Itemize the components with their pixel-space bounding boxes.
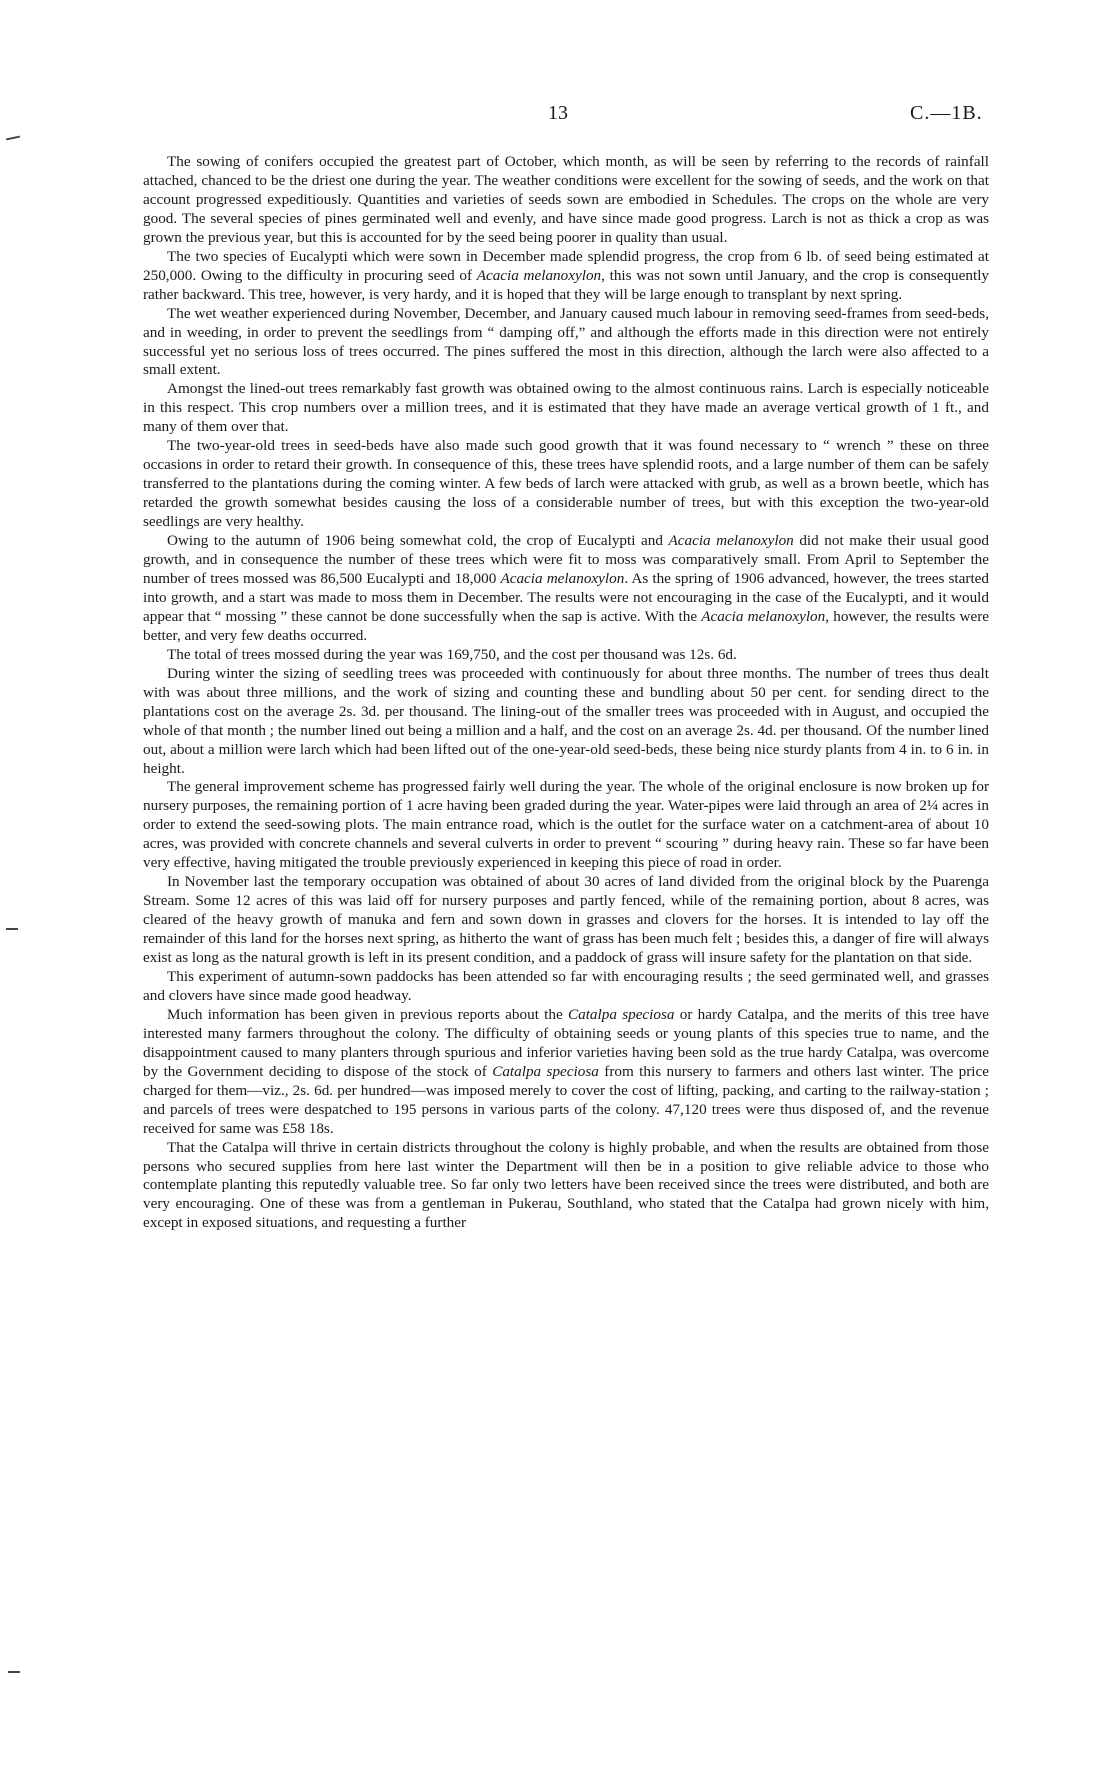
text-run: In November last the temporary occupation was obtained of about 30 acres of land divided from the original block by the Puarenga Stream. Some 12 acres of this was laid off for nursery purposes and partly fenced, while of the remaining portion, about 8 acres, was cleared of the heavy growth of manuka and fern and sown down in grasses and clovers for the horses. It is intended to lay off the remainder of this land for the horses next spring, as hitherto the want of grass has been much felt ; besides this, a danger of fire will always exist as long as the natural growth is left in its present condition, and a paddock of grass will insure safety for the plantation on that side. xyxy=(143,873,989,967)
species-name: Catalpa speciosa xyxy=(492,1062,599,1080)
text-run: . As the spring of 1906 advanced, however, the trees started into growth, and a start was made to moss them in December. The results were not encouraging in the case of the Eucalypti, and it would appear that “ mossing ” these cannot be done successfully when the sap is active. With the xyxy=(143,569,989,625)
paragraph xyxy=(143,153,989,248)
text-run: That the Catalpa will thrive in certain districts throughout the colony is highly probable, and when the results are obtained from those persons who secured supplies from here last winter the Department will then be in a position to give reliable advice to those who contemplate planting this reputedly valuable tree. So far only two letters have been received since the trees were distributed, and both are very encouraging. One of these was from a gentleman in Pukerau, Southland, who stated that the Catalpa had grown nicely with him, except in exposed situations, and requesting a further xyxy=(143,1138,989,1232)
text-run: The general improvement scheme has progressed fairly well during the year. The whole of the original enclosure is now broken up for nursery purposes, the remaining portion of 1 acre having been graded during the year. Water-pipes were laid through an area of 2¼ acres in order to extend the seed-sowing plots. The main entrance road, which is the outlet for the surface water on a catchment-area of about 10 acres, was provided with concrete channels and several culverts in order to prevent “ scouring ” during heavy rain. These so far have been very effective, having mitigated the trouble previously experienced in keeping this piece of road in order. xyxy=(143,778,989,872)
text-run: Much information has been given in previous reports about the xyxy=(167,1005,568,1023)
report-body xyxy=(143,153,989,1233)
text-run: The total of trees mossed during the year was 169,750, and the cost per thousand was 12s. 6d. xyxy=(167,645,737,663)
paragraph xyxy=(143,248,989,305)
text-run: or hardy Catalpa, and the merits of this tree have interested many farmers throughout the colony. The difficulty of obtaining seeds or young plants of this species true to name, and the disappointment caused to many planters through spurious and inferior varieties having been sold as the true hardy Catalpa, was overcome by the Government deciding to dispose of the stock of xyxy=(143,1005,989,1080)
text-run: The two species of Eucalypti which were sown in December made splendid progress, the crop from 6 lb. of seed being estimated at 250,000. Owing to the difficulty in procuring seed of xyxy=(143,247,989,284)
paragraph xyxy=(143,778,989,873)
text-run: , however, the results were better, and very few deaths occurred. xyxy=(143,607,989,644)
text-run: Amongst the lined-out trees remarkably fast growth was obtained owing to the almost continuous rains. Larch is especially noticeable in this respect. This crop numbers over a million trees, and it is estimated that they have made an average vertical growth of 1 ft., and many of them over that. xyxy=(143,380,989,436)
document-code: C.—1B. xyxy=(910,102,983,124)
paragraph xyxy=(143,437,989,532)
species-name: Acacia melanoxylon xyxy=(701,607,826,625)
text-run: The sowing of conifers occupied the greatest part of October, which month, as will be seen by referring to the records of rainfall attached, chanced to be the driest one during the year. The weather conditions were excellent for the sowing of seeds, and the work on that account progressed expeditiously. Quantities and varieties of seeds sown are embodied in Schedules. The crops on the whole are very good. The several species of pines germinated well and evenly, and have since made good progress. Larch is not as thick a crop as was grown the previous year, but this is accounted for by the seed being poorer in quality than usual. xyxy=(143,153,989,246)
text-run: The wet weather experienced during November, December, and January caused much labour in removing seed-frames from seed-beds, and in weeding, in order to prevent the seedlings from “ damping off,” and although the efforts made in this direction were not entirely successful yet no serious loss of trees occurred. The pines suffered the most in this direction, although the larch were also affected to a small extent. xyxy=(143,304,989,379)
text-run: During winter the sizing of seedling trees was proceeded with continuously for about three months. The number of trees thus dealt with was about three millions, and the work of sizing and counting these and bundling about 50 per cent. for sending direct to the plantations cost on the average 2s. 3d. per thousand. The lining-out of the smaller trees was proceeded with in August, and occupied the whole of that month ; the number lined out being a million and a half, and the cost on an average 2s. 4d. per thousand. Of the number lined out, about a million were larch which had been lifted out of the one-year-old seed-beds, these being nice sturdy plants from 4 in. to 6 in. in height. xyxy=(143,664,989,777)
paragraph xyxy=(143,665,989,779)
species-name: Acacia melanoxylon xyxy=(476,266,602,284)
paragraph xyxy=(143,532,989,646)
paragraph xyxy=(143,1139,989,1234)
page-number: 13 xyxy=(548,102,568,124)
text-run: from this nursery to farmers and others last winter. The price charged for them—viz., 2s. 6d. per hundred—was imposed merely to cover the cost of lifting, packing, and carting to the railway-station ; and parcels of trees were despatched to 195 persons in various parts of the colony. 47,120 trees were thus disposed of, and the revenue received for same was £58 18s. xyxy=(143,1062,989,1137)
text-run: This experiment of autumn-sown paddocks has been attended so far with encouraging results ; the seed germinated well, and grasses and clovers have since made good headway. xyxy=(143,967,989,1004)
species-name: Acacia melanoxylon xyxy=(668,532,794,550)
margin-mark xyxy=(8,1671,20,1673)
text-run: The two-year-old trees in seed-beds have also made such good growth that it was found necessary to “ wrench ” these on three occasions in order to retard their growth. In consequence of this, these trees have splendid roots, and a large number of them can be safely transferred to the plantations during the coming winter. A few beds of larch were attacked with grub, as well as a brown beetle, which has retarded the growth somewhat besides causing the loss of a considerable number of trees, but with this exception the two-year-old seedlings are very healthy. xyxy=(143,437,989,531)
text-run: did not make their usual good growth, and in consequence the number of these trees which were fit to moss was comparatively small. From April to September the number of trees mossed was 86,500 Eucalypti and 18,000 xyxy=(143,532,989,587)
paragraph xyxy=(143,968,989,1006)
margin-mark xyxy=(6,928,18,930)
species-name: Acacia melanoxylon xyxy=(500,569,625,587)
paragraph xyxy=(143,873,989,968)
paragraph xyxy=(143,305,989,381)
text-run: Owing to the autumn of 1906 being somewhat cold, the crop of Eucalypti and xyxy=(167,532,669,550)
paragraph xyxy=(143,380,989,437)
species-name: Catalpa speciosa xyxy=(567,1005,675,1023)
paragraph xyxy=(143,646,989,665)
text-run: , this was not sown until January, and the crop is consequently rather backward. This tree, however, is very hardy, and it is hoped that they will be large enough to transplant by next spring. xyxy=(143,266,990,303)
paragraph xyxy=(143,1006,989,1139)
margin-mark xyxy=(6,136,20,141)
